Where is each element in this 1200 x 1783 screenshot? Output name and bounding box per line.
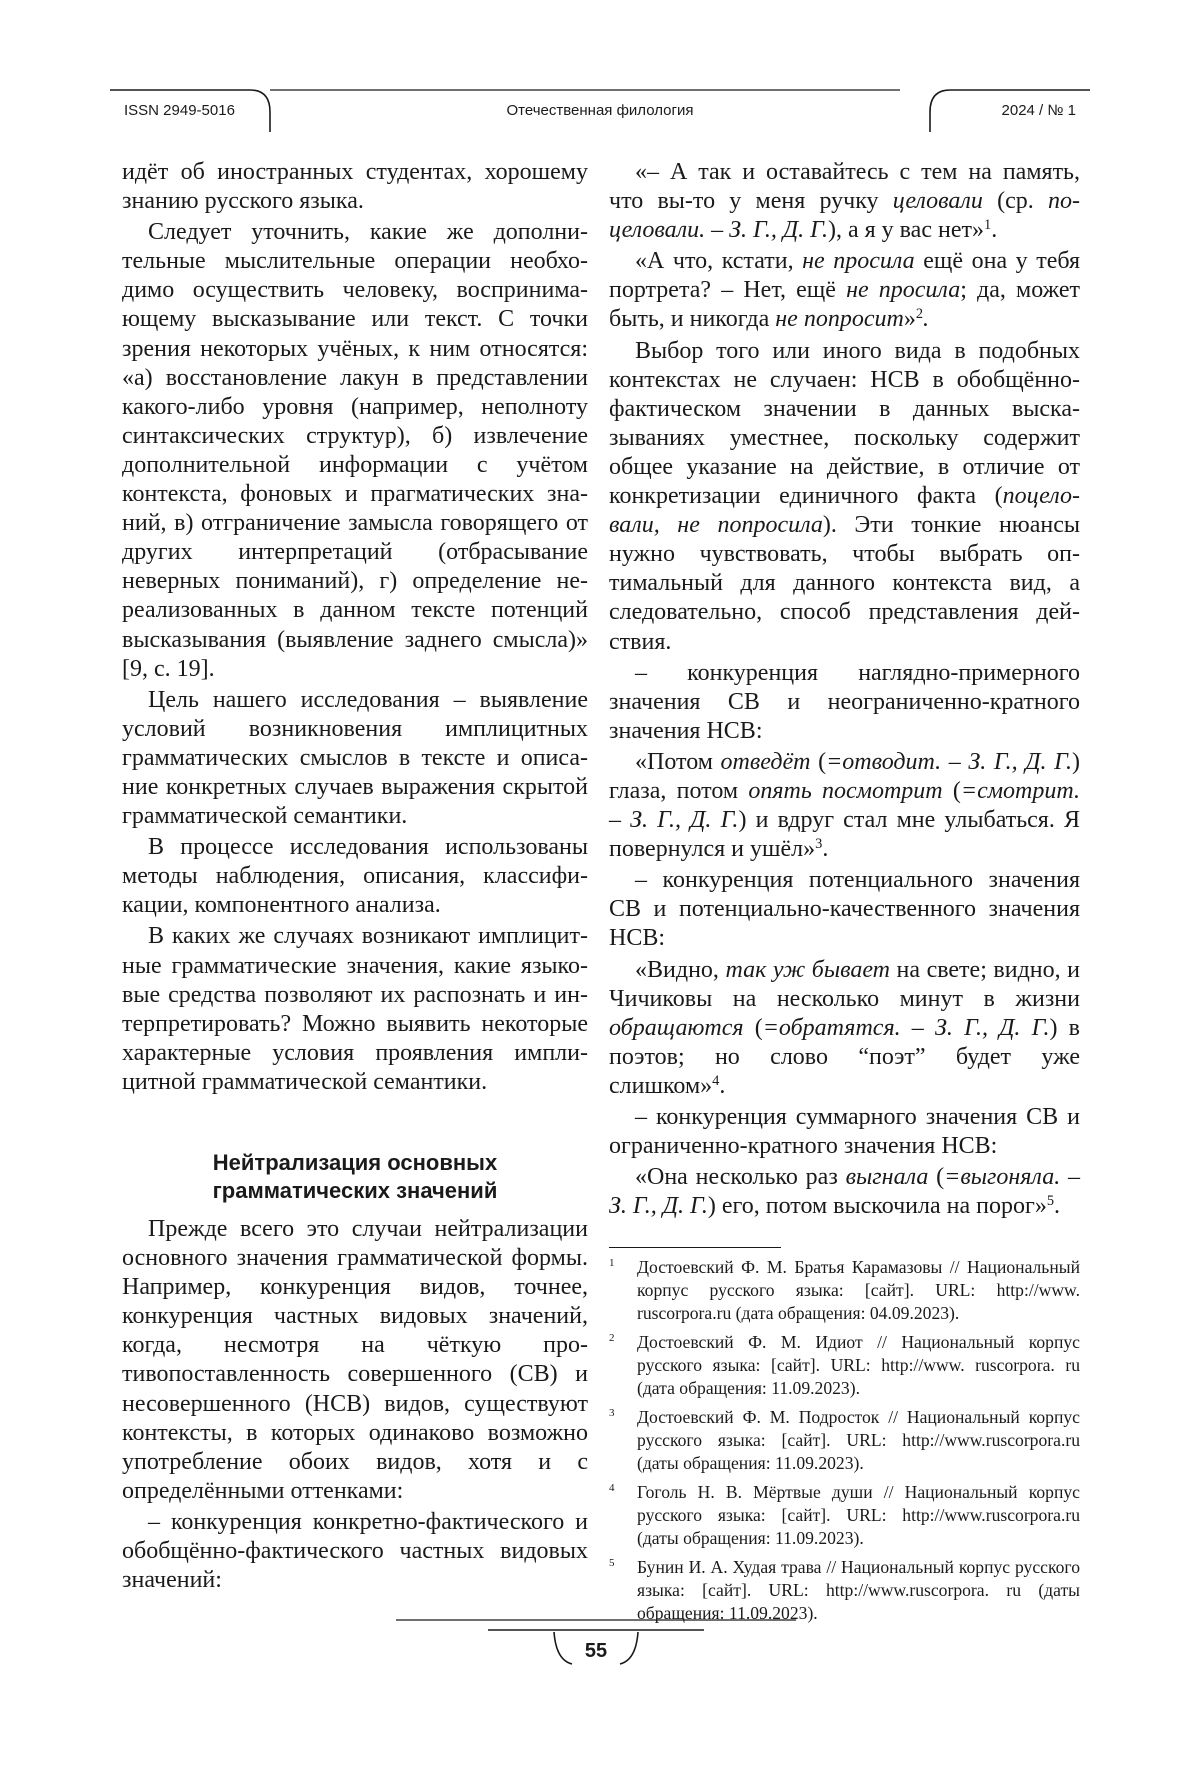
text-run: ) его, потом выскочила на порог» <box>707 1193 1047 1220</box>
footnote-text: Гоголь Н. В. Мёртвые души // Национальный корпус русского языка: [сайт]. URL: http://www.ruscorpora.ru (даты обращения: 11.09.2023). <box>637 1482 1080 1549</box>
footnote-ref[interactable]: 2 <box>915 306 924 323</box>
footnote-ref[interactable]: 1 <box>983 217 992 234</box>
text-run: «Потом <box>635 748 721 775</box>
italic-run: =выгоняла. – З. Г., Д. Г. <box>609 1164 1080 1220</box>
text-run: ) и вдруг стал мне улыбаться. Я повернулся и ушёл» <box>609 807 1080 863</box>
footnote-ref[interactable]: 5 <box>1046 1193 1055 1210</box>
text-run: «Она несколько раз <box>635 1164 846 1191</box>
journal-title: Отечественная филология <box>506 102 694 119</box>
paragraph: В процессе исследования использованы методы наблюдения, описания, классификации, компонентного анализа. <box>122 834 588 919</box>
footnote-text: Достоевский Ф. М. Братья Карамазовы // Национальный корпус русского языка: [сайт]. URL: http://www. ruscorpora.ru (дата обращения: 04.09.2023). <box>637 1257 1080 1324</box>
text-run: . <box>822 836 829 863</box>
text-run: ( <box>928 1164 945 1191</box>
paragraph: – конкуренция конкретно-фактического и обобщённо-фактического частных видовых значений: <box>122 1508 588 1594</box>
quote-paragraph <box>609 748 1080 864</box>
italic-run: не просила <box>846 277 961 304</box>
italic-run: не попросит <box>775 306 904 333</box>
italic-run: так уж бывает <box>725 956 890 983</box>
italic-run: не просила <box>802 248 915 275</box>
text-run: «– А так и оставайтесь с тем на память, что вы-то у меня ручку <box>609 159 1080 215</box>
section-heading-line: Нейтрализация основных <box>212 1150 498 1175</box>
text-run: на свете; видно, и Чичиковы на несколько минут в жизни <box>609 956 1081 1012</box>
footnote-number: 4 <box>609 1482 615 1495</box>
text-run: ( <box>743 1014 763 1041</box>
text-run: «Видно, <box>635 956 726 983</box>
footnote-ref[interactable]: 3 <box>815 836 823 853</box>
italic-run: =отводит. – З. Г., Д. Г. <box>826 748 1072 775</box>
quote-paragraph <box>609 956 1080 1101</box>
footnote-item <box>609 1481 1080 1550</box>
text-run: . <box>991 217 998 244</box>
italic-run: поцеловали, не попросила <box>609 483 1080 539</box>
text-run: ; да, может быть, и никогда <box>609 277 1081 333</box>
paragraph: идёт об иностранных студентах, хорошему знанию русского языка. <box>122 159 588 215</box>
quote-paragraph <box>609 1163 1080 1221</box>
footnote-item <box>609 1256 1080 1325</box>
italic-run: поцеловали. – З. Г., Д. Г. <box>609 188 1080 244</box>
footnote-item <box>609 1406 1080 1475</box>
italic-run: =смотрит. – З. Г., Д. Г. <box>609 777 1080 834</box>
footnote-divider <box>609 1247 781 1248</box>
footnote-item <box>609 1331 1080 1400</box>
paragraph: Цель нашего исследования – выявление условий возникновения имплицитных грамматических смыслов в тексте и описание конкретных случаев выражения скрытой грамматической семантики. <box>122 686 588 830</box>
quote-paragraph <box>609 158 1080 245</box>
footnote-number: 1 <box>609 1257 615 1270</box>
issue-label: 2024 / № 1 <box>1001 102 1076 119</box>
text-run: Выбор того или иного вида в подобных контекстах не случаен: НСВ в обобщённо-фактическом значении в данных высказываниях уместнее, поскольку содержит общее указание на действие, в отличие от конкретизации единичного факта ( <box>609 337 1080 510</box>
paragraph: В каких же случаях возникают имплицитные грамматические значения, какие языковые средства позволяют их распознать и интерпретировать? Можно выявить некоторые характерные условия проявления имплицитной грамматической семантики. <box>122 923 588 1095</box>
right-column <box>609 158 1080 1631</box>
italic-run: опять посмотрит <box>748 777 943 804</box>
italic-run: отведёт <box>720 748 811 775</box>
footnote-ref[interactable]: 4 <box>712 1073 720 1089</box>
paragraph: – конкуренция потенциального значения СВ и потенциально-качественного значения НСВ: <box>609 867 1080 952</box>
paragraph: Следует уточнить, какие же дополнительные мыслительные операции необходимо осуществить человеку, воспринимающему высказывание или текст. С точки зрения некоторых учёных, к ним относятся: «а) восстановление лакун в представлении какого-либо уровня (например, неполноту синтаксических структур), б) извлечение дополнительной информации с учётом контекста, фоновых и прагматических знаний, в) отграничение замысла говорящего от других интерпретаций (отбрасывание неверных пониманий), г) определение нереализованных в данном тексте потенций высказывания (выявление заднего смысла)» [9, с. 19]. <box>122 219 588 682</box>
paragraph: Прежде всего это случаи нейтрализации основного значения грамматической формы. Например, конкуренция видов, точнее, конкуренция частных видовых значений, когда, несмотря на чёткую противопоставленность совершенного (СВ) и несовершенного (НСВ) видов, существуют контексты, в которых одинаково возможно употребление обоих видов, хотя и с определёнными оттенками: <box>122 1216 588 1504</box>
footnote-number: 5 <box>609 1557 615 1570</box>
running-header <box>110 88 1090 132</box>
left-column <box>122 158 588 1597</box>
text-run: ), а я у вас нет» <box>827 217 984 244</box>
text-run: (ср. <box>982 188 1048 215</box>
footnote-text: Достоевский Ф. М. Подросток // Национальный корпус русского языка: [сайт]. URL: http://www.ruscorpora.ru (даты обращения: 11.09.2023). <box>637 1407 1080 1474</box>
italic-run: обращаются <box>609 1014 744 1041</box>
text-run: ( <box>942 777 961 804</box>
text-run: . <box>719 1072 726 1099</box>
italic-run: . <box>923 306 930 333</box>
page-footer <box>396 1618 796 1678</box>
paragraph: – конкуренция суммарного значения СВ и ограниченно-кратного значения НСВ: <box>609 1104 1080 1160</box>
paragraph: – конкуренция наглядно-примерного значения СВ и неограниченно-кратного значения НСВ: <box>609 659 1080 744</box>
text-run: » <box>903 306 916 333</box>
text-run: «А что, кстати, <box>635 248 803 275</box>
footnote-text: Достоевский Ф. М. Идиот // Национальный корпус русского языка: [сайт]. URL: http://www. ruscorpora. ru (дата обращения: 11.09.2023). <box>637 1332 1080 1399</box>
footnote-number: 3 <box>609 1407 615 1420</box>
italic-run: целовали <box>892 188 983 215</box>
italic-run: выгнала <box>845 1164 929 1191</box>
text-run: ) в поэтов; но слово “поэт” будет уже слишком» <box>609 1014 1080 1099</box>
footnote-text: Бунин И. А. Худая трава // Национальный корпус русского языка: [сайт]. URL: http://www.ruscorpora. ru (даты обращения: 11.09.2023). <box>637 1557 1080 1624</box>
quote-paragraph <box>609 247 1080 334</box>
issn-label: ISSN 2949-5016 <box>124 102 235 119</box>
section-heading <box>122 1149 588 1205</box>
text-run: ещё она у тебя портрета? – Нет, ещё <box>609 248 1081 304</box>
italic-run: =обратятся. – З. Г., Д. Г. <box>762 1014 1050 1041</box>
footnote-number: 2 <box>609 1332 615 1345</box>
text-run: ( <box>810 748 827 775</box>
section-heading-line: грамматических значений <box>212 1178 498 1203</box>
footnotes <box>609 1256 1080 1625</box>
text-run: . <box>1054 1193 1061 1220</box>
paragraph <box>609 337 1080 657</box>
footnote-item <box>609 1556 1080 1625</box>
text-run: ) глаза, потом <box>609 748 1080 804</box>
page-number: 55 <box>584 1640 608 1662</box>
text-run: ). Эти тонкие нюансы нужно чувствовать, чтобы выбрать оптимальный для данного контекста вид, а следовательно, способ представления действия. <box>609 512 1080 655</box>
